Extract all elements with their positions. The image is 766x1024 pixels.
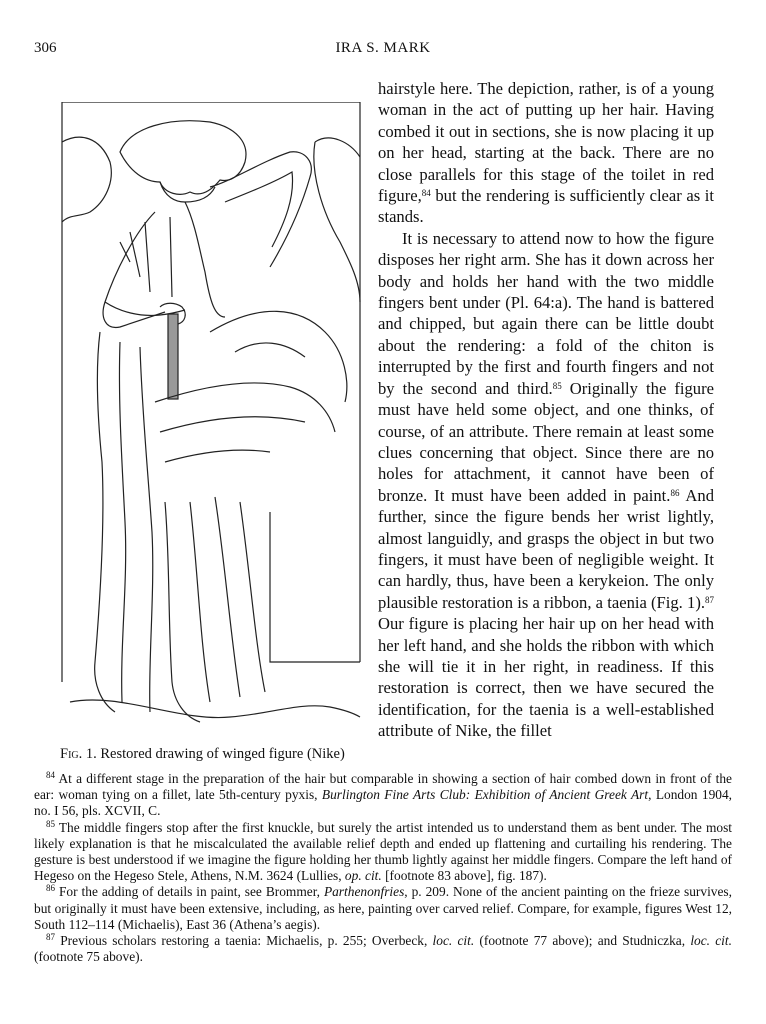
drapery-fold-2 — [140, 347, 153, 712]
footnote-text: Previous scholars restoring a taenia: Michaelis, p. 255; Overbeck, — [55, 933, 433, 949]
taenia-ribbon — [168, 314, 178, 399]
footnote-text: For the adding of details in paint, see Brommer, — [55, 884, 324, 900]
figure-caption — [60, 746, 345, 763]
footnote-text: (footnote 75 above). — [34, 949, 143, 965]
paragraph-2 — [378, 228, 714, 742]
footnote-italic: op. cit. — [344, 868, 382, 884]
paragraph-1-text-a: hairstyle here. The depiction, rather, is of a young woman in the act of putting up her hair. Having combed it out in sections, she is now placing it up on her head, starting at the back. There are no close parallels for this stage of the toilet in red figure, — [378, 79, 714, 206]
paragraph-1-text-b: but the rendering is sufficiently clear as it stands. — [378, 186, 714, 227]
footnote-number: 85 — [46, 818, 55, 829]
footnote-ref-87[interactable]: 87 — [705, 594, 714, 605]
caption-text: Restored drawing of winged figure (Nike) — [100, 746, 345, 762]
footnote-italic: loc. cit. — [432, 933, 475, 949]
footnote-text: , p. 209. None of the ancient painting on the frieze survives, but originally it must have been extensive, including, as here, painting over carved relief. Compare, for example, figures West 12, South 112–114 (Michaelis), East 36 (Athena’s aegis). — [34, 884, 732, 932]
ground-line — [70, 700, 360, 718]
footnote-ref-85[interactable]: 85 — [552, 380, 562, 391]
lower-drapery-3 — [215, 497, 240, 697]
caption-label: Fig. 1. — [60, 746, 97, 762]
footnote-text: [footnote 83 above], fig. 187). — [381, 868, 547, 884]
running-head: IRA S. MARK — [335, 40, 431, 56]
raised-arm-inner — [225, 172, 293, 247]
lower-drapery-1 — [165, 502, 200, 722]
page-number: 306 — [34, 40, 57, 56]
raised-arm-outer — [210, 152, 311, 267]
footnote-text: At a different stage in the preparation of the hair but comparable in showing a section of hair combed down in front of the ear: woman tying on a fillet, late 5th-century pyxis, — [34, 771, 732, 803]
footnote-text: The middle fingers stop after the first knuckle, but surely the artist intended us to understand them as bent under. The most likely explanation is that he miscalculated the available relief depth and ended up flattening and curtailing his rendering. The gesture is best understood if we imagine the figure holding her thumb lightly against her middle fingers. Compare the left hand of Hegeso on the Hegeso Stele, Athens, N.M. 3624 (Lullies, — [34, 819, 732, 884]
paragraph-2-text-c: And further, since the figure bends her wrist lightly, almost languidly, and grasps the object in but two fingers, it must have been of negligible weight. It can hardly, thus, have been a kerykeion. The only plausible restoration is a ribbon, a taenia (Fig. 1). — [378, 485, 715, 612]
footnote-number: 84 — [46, 770, 55, 780]
seat-block — [270, 512, 360, 662]
lower-drapery-2 — [190, 502, 210, 702]
paragraph-1 — [378, 78, 714, 228]
paragraph-2-text-a: It is necessary to attend now to how the figure disposes her right arm. She has it down across her body and holds her hand with the two middle fingers bent under (Pl. 64:a). The hand is battered and chipped, but again there can be little doubt about the rendering: a fold of the chiton is interrupted by the first and fourth fingers and not by the second and third. — [378, 228, 714, 398]
wing-right-outline — [314, 138, 360, 302]
drapery-fold-1 — [119, 342, 125, 702]
paragraph-2-text-d: Our figure is placing her hair up on her head with her left hand, and she holds the ribbon with which she will tie it in her right, in readiness. If this restoration is correct, then we have secured the identification, for the taenia is a well-established attribute of Nike, the fillet — [378, 614, 714, 741]
thigh-fold — [160, 417, 305, 432]
body-text-column — [378, 78, 714, 742]
thigh-top — [155, 383, 335, 432]
wing-left-outline — [62, 137, 111, 222]
upper-drapery-right — [210, 311, 347, 402]
drapery-left — [95, 332, 115, 712]
footnote-84 — [34, 771, 732, 820]
footnote-italic: Burlington Fine Arts Club: Exhibition of Ancient Greek Art — [321, 787, 649, 803]
footnotes — [34, 771, 732, 965]
footnote-ref-86[interactable]: 86 — [670, 487, 680, 498]
upper-drapery-fold — [235, 343, 305, 357]
lower-drapery-4 — [240, 502, 265, 692]
footnote-text: (footnote 77 above); and Studniczka, — [474, 933, 691, 949]
footnote-87 — [34, 933, 732, 965]
footnote-85 — [34, 820, 732, 885]
lap-fold — [165, 450, 270, 462]
footnote-ref-84[interactable]: 84 — [421, 188, 431, 199]
figure-1-drawing — [60, 102, 364, 742]
footnote-italic: Parthenonfries — [323, 884, 405, 900]
paragraph-2-text-b: Originally the figure must have held some object, and one thinks, of course, of an attribute. There remain at least some clues concerning that object. Since there are no holes for attachment, it cannot have been of bronze. It must have been added in paint. — [378, 378, 714, 505]
frame-top-right-edge — [62, 102, 360, 662]
footnote-italic: loc. cit. — [690, 933, 732, 949]
footnote-text: , London 1904, no. I 56, pls. XCVII, C. — [34, 787, 733, 819]
footnote-number: 87 — [46, 932, 55, 943]
chiton-folds-upper — [120, 217, 172, 297]
footnote-86 — [34, 884, 732, 933]
torso-left — [103, 212, 165, 327]
head-outline — [120, 121, 246, 195]
torso-center — [185, 202, 225, 317]
nike-line-drawing — [60, 102, 364, 742]
footnote-number: 86 — [46, 883, 55, 894]
